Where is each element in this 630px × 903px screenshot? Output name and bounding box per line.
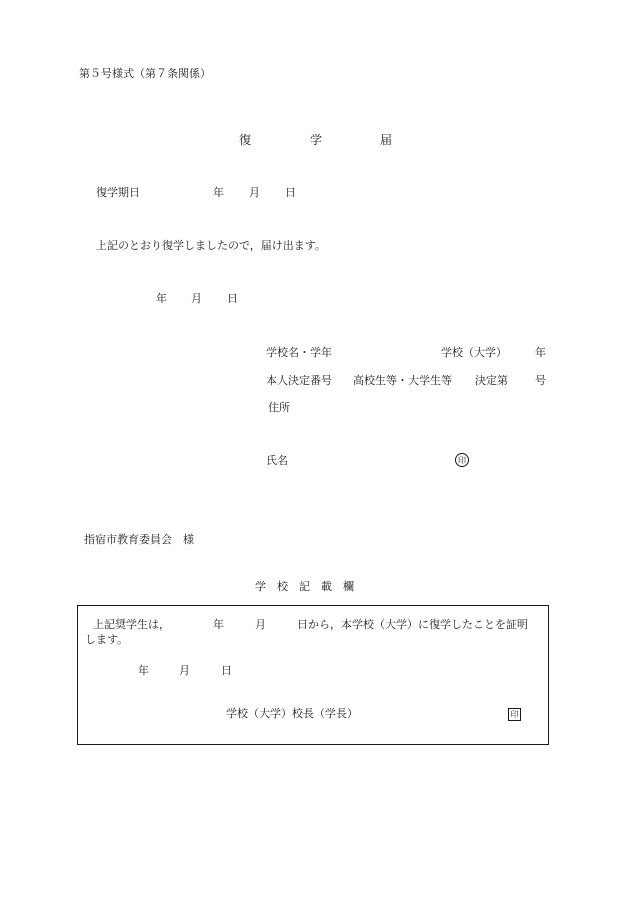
decision-category: 高校生等・大学生等 <box>353 374 452 387</box>
principal-label: 学校（大学）校長（学長） <box>226 707 358 720</box>
certify-date-day: 日 <box>221 664 232 677</box>
school-value: 学校（大学） <box>441 346 507 359</box>
submit-date-month: 月 <box>191 292 202 305</box>
certify-line2: します。 <box>85 633 129 646</box>
certify-date-year: 年 <box>138 664 149 677</box>
name-label: 氏名 <box>266 454 288 467</box>
applicant-seal-icon: 印 <box>455 453 469 467</box>
certify-line1-month: 月 <box>255 618 266 631</box>
return-date-month: 月 <box>249 186 260 199</box>
submit-date-year: 年 <box>156 292 167 305</box>
certify-date-month: 月 <box>179 664 190 677</box>
certify-line1-end: 日から，本学校（大学）に復学したことを証明 <box>297 618 528 631</box>
school-section-box <box>77 605 549 745</box>
form-number: 第５号様式（第７条関係） <box>79 67 211 80</box>
school-label: 学校名・学年 <box>266 346 332 359</box>
certify-line1-start: 上記奨学生は， <box>93 618 170 631</box>
title-char-1: 復 <box>239 133 252 147</box>
return-date-label: 復学期日 <box>96 186 140 199</box>
title-char-2: 学 <box>310 133 323 147</box>
addressee: 指宿市教育委員会 様 <box>84 533 194 546</box>
statement: 上記のとおり復学しましたので，届け出ます。 <box>96 239 326 252</box>
title-char-3: 届 <box>380 133 393 147</box>
address-label: 住所 <box>268 401 290 414</box>
submit-date-day: 日 <box>227 292 238 305</box>
grade-unit: 年 <box>535 346 546 359</box>
decision-label: 本人決定番号 <box>266 374 332 387</box>
decision-suffix: 号 <box>535 374 546 387</box>
return-date-day: 日 <box>285 186 296 199</box>
return-date-year: 年 <box>213 186 224 199</box>
principal-seal-icon: 印 <box>508 708 521 721</box>
certify-line1-year: 年 <box>213 618 224 631</box>
school-section-title: 学 校 記 載 欄 <box>255 580 354 593</box>
decision-prefix: 決定第 <box>475 374 508 387</box>
